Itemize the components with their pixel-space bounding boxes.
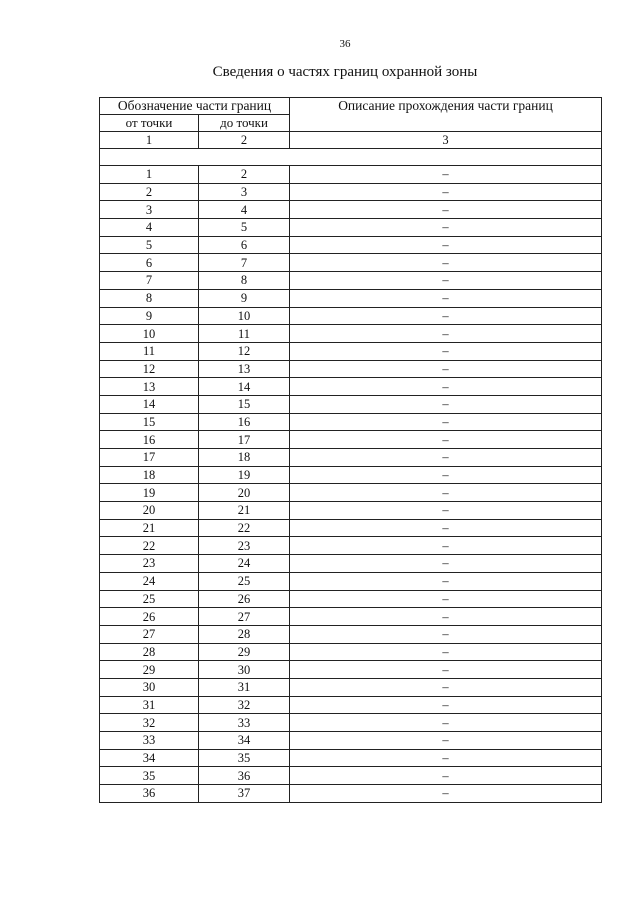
- table-row: [100, 466, 602, 484]
- description-cell: –: [290, 785, 602, 803]
- table-row: [100, 785, 602, 803]
- to-point-cell: 35: [199, 749, 290, 767]
- to-point-cell: 27: [199, 608, 290, 626]
- from-point-cell: 28: [100, 643, 199, 661]
- to-point-cell: 32: [199, 696, 290, 714]
- description-cell: –: [290, 678, 602, 696]
- description-cell: –: [290, 466, 602, 484]
- description-cell: –: [290, 519, 602, 537]
- table-row: [100, 732, 602, 750]
- from-point-cell: 13: [100, 378, 199, 396]
- description-cell: –: [290, 307, 602, 325]
- to-point-cell: 26: [199, 590, 290, 608]
- from-point-cell: 10: [100, 325, 199, 343]
- from-point-cell: 8: [100, 289, 199, 307]
- description-cell: –: [290, 378, 602, 396]
- to-point-cell: 30: [199, 661, 290, 679]
- table-row: [100, 749, 602, 767]
- header-description: Описание прохождения части границ: [290, 98, 602, 132]
- table-row: [100, 431, 602, 449]
- to-point-cell: 23: [199, 537, 290, 555]
- column-number: 1: [100, 132, 199, 149]
- from-point-cell: 31: [100, 696, 199, 714]
- to-point-cell: 14: [199, 378, 290, 396]
- table-row: [100, 449, 602, 467]
- description-cell: –: [290, 714, 602, 732]
- description-cell: –: [290, 484, 602, 502]
- to-point-cell: 37: [199, 785, 290, 803]
- description-cell: –: [290, 431, 602, 449]
- table-row: [100, 219, 602, 237]
- description-cell: –: [290, 696, 602, 714]
- description-cell: –: [290, 572, 602, 590]
- table-row: [100, 643, 602, 661]
- from-point-cell: 15: [100, 413, 199, 431]
- table-row: [100, 413, 602, 431]
- description-cell: –: [290, 749, 602, 767]
- header-from-point: от точки: [100, 115, 199, 132]
- table-row: [100, 696, 602, 714]
- table-row: [100, 307, 602, 325]
- table-row: [100, 519, 602, 537]
- table-row: [100, 625, 602, 643]
- header-to-point: до точки: [199, 115, 290, 132]
- from-point-cell: 12: [100, 360, 199, 378]
- table-row: [100, 661, 602, 679]
- description-cell: –: [290, 342, 602, 360]
- to-point-cell: 4: [199, 201, 290, 219]
- description-cell: –: [290, 219, 602, 237]
- description-cell: –: [290, 413, 602, 431]
- column-number: 2: [199, 132, 290, 149]
- table-row: [100, 166, 602, 184]
- to-point-cell: 8: [199, 272, 290, 290]
- to-point-cell: 25: [199, 572, 290, 590]
- to-point-cell: 22: [199, 519, 290, 537]
- to-point-cell: 21: [199, 502, 290, 520]
- to-point-cell: 24: [199, 555, 290, 573]
- from-point-cell: 19: [100, 484, 199, 502]
- description-cell: –: [290, 166, 602, 184]
- from-point-cell: 9: [100, 307, 199, 325]
- from-point-cell: 3: [100, 201, 199, 219]
- to-point-cell: 6: [199, 236, 290, 254]
- from-point-cell: 7: [100, 272, 199, 290]
- to-point-cell: 12: [199, 342, 290, 360]
- to-point-cell: 29: [199, 643, 290, 661]
- to-point-cell: 36: [199, 767, 290, 785]
- from-point-cell: 2: [100, 183, 199, 201]
- description-cell: –: [290, 236, 602, 254]
- to-point-cell: 17: [199, 431, 290, 449]
- to-point-cell: 7: [199, 254, 290, 272]
- from-point-cell: 34: [100, 749, 199, 767]
- to-point-cell: 15: [199, 395, 290, 413]
- table-row: [100, 378, 602, 396]
- from-point-cell: 22: [100, 537, 199, 555]
- table-row: [100, 236, 602, 254]
- description-cell: –: [290, 272, 602, 290]
- to-point-cell: 11: [199, 325, 290, 343]
- to-point-cell: 18: [199, 449, 290, 467]
- boundary-parts-table: [99, 97, 602, 803]
- to-point-cell: 28: [199, 625, 290, 643]
- description-cell: –: [290, 449, 602, 467]
- from-point-cell: 24: [100, 572, 199, 590]
- page-title: Сведения о частях границ охранной зоны: [212, 64, 478, 80]
- description-cell: –: [290, 201, 602, 219]
- to-point-cell: 2: [199, 166, 290, 184]
- description-cell: –: [290, 537, 602, 555]
- description-cell: –: [290, 325, 602, 343]
- column-number: 3: [290, 132, 602, 149]
- header-designation: Обозначение части границ: [100, 98, 290, 115]
- description-cell: –: [290, 643, 602, 661]
- table-row: [100, 254, 602, 272]
- table-row: [100, 555, 602, 573]
- description-cell: –: [290, 289, 602, 307]
- to-point-cell: 31: [199, 678, 290, 696]
- table-row: [100, 272, 602, 290]
- to-point-cell: 9: [199, 289, 290, 307]
- table-row: [100, 537, 602, 555]
- from-point-cell: 33: [100, 732, 199, 750]
- table-row: [100, 678, 602, 696]
- description-cell: –: [290, 767, 602, 785]
- table-row: [100, 590, 602, 608]
- from-point-cell: 18: [100, 466, 199, 484]
- to-point-cell: 10: [199, 307, 290, 325]
- table-body: [100, 166, 602, 803]
- to-point-cell: 3: [199, 183, 290, 201]
- to-point-cell: 5: [199, 219, 290, 237]
- description-cell: –: [290, 590, 602, 608]
- to-point-cell: 19: [199, 466, 290, 484]
- description-cell: –: [290, 183, 602, 201]
- section-spacer-row: [100, 149, 602, 166]
- table-row: [100, 360, 602, 378]
- from-point-cell: 23: [100, 555, 199, 573]
- to-point-cell: 20: [199, 484, 290, 502]
- table-row: [100, 183, 602, 201]
- table-row: [100, 484, 602, 502]
- from-point-cell: 16: [100, 431, 199, 449]
- from-point-cell: 11: [100, 342, 199, 360]
- description-cell: –: [290, 360, 602, 378]
- from-point-cell: 25: [100, 590, 199, 608]
- from-point-cell: 26: [100, 608, 199, 626]
- from-point-cell: 30: [100, 678, 199, 696]
- to-point-cell: 33: [199, 714, 290, 732]
- from-point-cell: 27: [100, 625, 199, 643]
- from-point-cell: 5: [100, 236, 199, 254]
- table-row: [100, 395, 602, 413]
- page-number: 36: [339, 38, 351, 50]
- description-cell: –: [290, 395, 602, 413]
- from-point-cell: 36: [100, 785, 199, 803]
- description-cell: –: [290, 502, 602, 520]
- table-row: [100, 767, 602, 785]
- table-row: [100, 502, 602, 520]
- table-row: [100, 201, 602, 219]
- from-point-cell: 4: [100, 219, 199, 237]
- table-row: [100, 714, 602, 732]
- from-point-cell: 1: [100, 166, 199, 184]
- section-spacer-cell: [100, 149, 602, 166]
- description-cell: –: [290, 732, 602, 750]
- table-row: [100, 572, 602, 590]
- from-point-cell: 20: [100, 502, 199, 520]
- from-point-cell: 6: [100, 254, 199, 272]
- table-row: [100, 325, 602, 343]
- table-row: [100, 608, 602, 626]
- description-cell: –: [290, 661, 602, 679]
- description-cell: –: [290, 254, 602, 272]
- from-point-cell: 29: [100, 661, 199, 679]
- to-point-cell: 16: [199, 413, 290, 431]
- table-row: [100, 342, 602, 360]
- from-point-cell: 17: [100, 449, 199, 467]
- table-row: [100, 289, 602, 307]
- description-cell: –: [290, 608, 602, 626]
- to-point-cell: 34: [199, 732, 290, 750]
- from-point-cell: 14: [100, 395, 199, 413]
- description-cell: –: [290, 555, 602, 573]
- from-point-cell: 35: [100, 767, 199, 785]
- to-point-cell: 13: [199, 360, 290, 378]
- from-point-cell: 21: [100, 519, 199, 537]
- from-point-cell: 32: [100, 714, 199, 732]
- description-cell: –: [290, 625, 602, 643]
